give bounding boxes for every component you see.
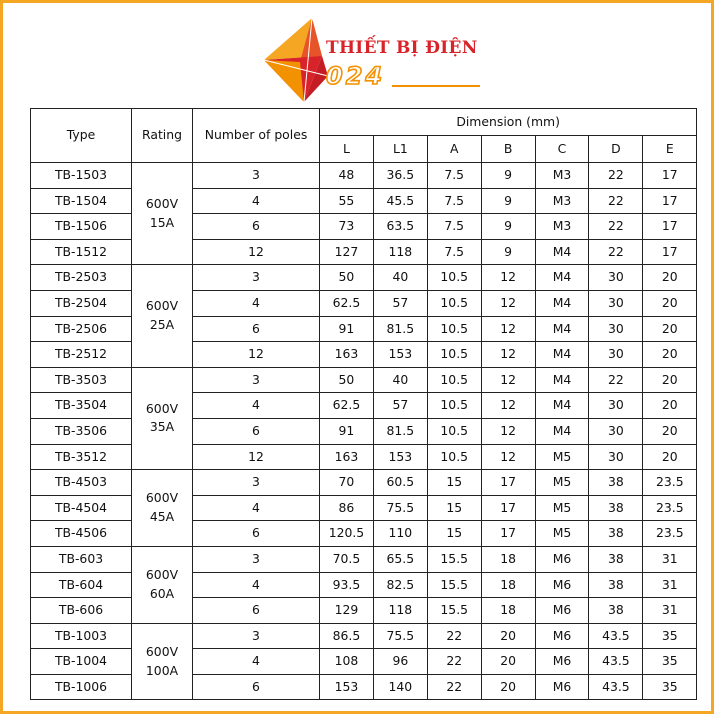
- dim-d-cell: 38: [589, 546, 643, 572]
- dim-l-cell: 86.5: [320, 623, 374, 649]
- dim-l1-cell: 153: [373, 342, 427, 368]
- dim-b-cell: 12: [481, 393, 535, 419]
- dim-a-cell: 15.5: [427, 598, 481, 624]
- dim-e-cell: 17: [643, 188, 697, 214]
- poles-cell: 6: [193, 521, 320, 547]
- dim-d-cell: 22: [589, 367, 643, 393]
- dim-d-cell: 43.5: [589, 649, 643, 675]
- type-cell: TB-2503: [31, 265, 132, 291]
- dim-l1-cell: 40: [373, 367, 427, 393]
- table-row: [31, 495, 697, 521]
- dim-a-cell: 15.5: [427, 572, 481, 598]
- type-cell: TB-2512: [31, 342, 132, 368]
- rating-cell: [132, 163, 193, 265]
- dim-a-cell: 15.5: [427, 546, 481, 572]
- header-dim-e: E: [643, 136, 697, 163]
- dim-l1-cell: 75.5: [373, 495, 427, 521]
- table-row: [31, 188, 697, 214]
- dim-d-cell: 22: [589, 163, 643, 189]
- dim-b-cell: 12: [481, 342, 535, 368]
- rating-cell: [132, 265, 193, 367]
- star-burst-icon: [262, 16, 332, 108]
- dim-e-cell: 23.5: [643, 495, 697, 521]
- dim-e-cell: 20: [643, 290, 697, 316]
- dim-c-cell: M4: [535, 393, 589, 419]
- table-row: [31, 470, 697, 496]
- type-cell: TB-3512: [31, 444, 132, 470]
- dim-b-cell: 18: [481, 598, 535, 624]
- dim-a-cell: 22: [427, 649, 481, 675]
- type-cell: TB-1512: [31, 239, 132, 265]
- dim-c-cell: M4: [535, 316, 589, 342]
- poles-cell: 3: [193, 546, 320, 572]
- dim-d-cell: 30: [589, 265, 643, 291]
- dim-e-cell: 20: [643, 265, 697, 291]
- dim-a-cell: 7.5: [427, 214, 481, 240]
- header-dimension: Dimension (mm): [320, 109, 697, 136]
- brand-underline: [392, 85, 480, 87]
- dim-l1-cell: 118: [373, 239, 427, 265]
- dim-a-cell: 10.5: [427, 316, 481, 342]
- type-cell: TB-1503: [31, 163, 132, 189]
- dim-d-cell: 30: [589, 393, 643, 419]
- dim-d-cell: 22: [589, 188, 643, 214]
- dim-b-cell: 17: [481, 470, 535, 496]
- dim-c-cell: M6: [535, 623, 589, 649]
- dim-c-cell: M5: [535, 444, 589, 470]
- type-cell: TB-606: [31, 598, 132, 624]
- dim-b-cell: 12: [481, 444, 535, 470]
- dim-e-cell: 31: [643, 572, 697, 598]
- rating-voltage: 600V: [145, 298, 179, 314]
- dim-b-cell: 9: [481, 163, 535, 189]
- dim-l-cell: 127: [320, 239, 374, 265]
- dim-d-cell: 38: [589, 598, 643, 624]
- rating-current: 60A: [149, 585, 175, 601]
- rating-cell: [132, 470, 193, 547]
- dim-c-cell: M4: [535, 265, 589, 291]
- dim-b-cell: 12: [481, 265, 535, 291]
- rating-voltage: 600V: [145, 567, 179, 583]
- dim-b-cell: 12: [481, 290, 535, 316]
- table-row: [31, 521, 697, 547]
- terminal-block-spec-table: [30, 108, 697, 700]
- dim-l1-cell: 45.5: [373, 188, 427, 214]
- table-row: [31, 290, 697, 316]
- table-row: [31, 546, 697, 572]
- brand-number: 024: [326, 62, 386, 90]
- rating-cell: [132, 367, 193, 469]
- header-type: Type: [31, 109, 132, 163]
- rating-voltage: 600V: [145, 490, 179, 506]
- dim-l-cell: 129: [320, 598, 374, 624]
- dim-a-cell: 10.5: [427, 290, 481, 316]
- type-cell: TB-4503: [31, 470, 132, 496]
- dim-d-cell: 30: [589, 316, 643, 342]
- dim-e-cell: 35: [643, 649, 697, 675]
- dim-b-cell: 20: [481, 674, 535, 700]
- dim-a-cell: 7.5: [427, 239, 481, 265]
- dim-c-cell: M4: [535, 418, 589, 444]
- dim-d-cell: 30: [589, 342, 643, 368]
- table-row: [31, 649, 697, 675]
- dim-d-cell: 43.5: [589, 674, 643, 700]
- type-cell: TB-1004: [31, 649, 132, 675]
- poles-cell: 4: [193, 572, 320, 598]
- header-dim-a: A: [427, 136, 481, 163]
- dim-e-cell: 17: [643, 163, 697, 189]
- rating-cell: [132, 623, 193, 700]
- poles-cell: 12: [193, 444, 320, 470]
- header-dim-d: D: [589, 136, 643, 163]
- type-cell: TB-3503: [31, 367, 132, 393]
- poles-cell: 6: [193, 674, 320, 700]
- dim-c-cell: M3: [535, 188, 589, 214]
- dim-b-cell: 18: [481, 572, 535, 598]
- dim-a-cell: 22: [427, 674, 481, 700]
- dim-l-cell: 163: [320, 444, 374, 470]
- dim-d-cell: 43.5: [589, 623, 643, 649]
- dim-e-cell: 17: [643, 239, 697, 265]
- dim-a-cell: 7.5: [427, 188, 481, 214]
- dim-l-cell: 50: [320, 367, 374, 393]
- poles-cell: 4: [193, 393, 320, 419]
- dim-l1-cell: 153: [373, 444, 427, 470]
- dim-a-cell: 10.5: [427, 444, 481, 470]
- poles-cell: 3: [193, 470, 320, 496]
- dim-e-cell: 35: [643, 674, 697, 700]
- dim-c-cell: M4: [535, 342, 589, 368]
- dim-b-cell: 9: [481, 214, 535, 240]
- table-row: [31, 598, 697, 624]
- type-cell: TB-3504: [31, 393, 132, 419]
- dim-b-cell: 12: [481, 418, 535, 444]
- type-cell: TB-604: [31, 572, 132, 598]
- table-row: [31, 342, 697, 368]
- poles-cell: 4: [193, 649, 320, 675]
- dim-a-cell: 15: [427, 521, 481, 547]
- rating-voltage: 600V: [145, 196, 179, 212]
- dim-d-cell: 30: [589, 444, 643, 470]
- table-body: [31, 163, 697, 700]
- dim-c-cell: M6: [535, 572, 589, 598]
- dim-e-cell: 20: [643, 444, 697, 470]
- dim-d-cell: 38: [589, 521, 643, 547]
- table-row: [31, 163, 697, 189]
- rating-current: 100A: [145, 662, 179, 678]
- dim-l1-cell: 36.5: [373, 163, 427, 189]
- dim-l1-cell: 65.5: [373, 546, 427, 572]
- type-cell: TB-2504: [31, 290, 132, 316]
- type-cell: TB-1504: [31, 188, 132, 214]
- table-header: [31, 109, 697, 163]
- dim-a-cell: 15: [427, 495, 481, 521]
- dim-l-cell: 163: [320, 342, 374, 368]
- dim-d-cell: 30: [589, 418, 643, 444]
- dim-e-cell: 23.5: [643, 521, 697, 547]
- dim-l-cell: 93.5: [320, 572, 374, 598]
- dim-a-cell: 15: [427, 470, 481, 496]
- dim-l1-cell: 57: [373, 393, 427, 419]
- poles-cell: 6: [193, 316, 320, 342]
- header-dim-b: B: [481, 136, 535, 163]
- brand-logo: [262, 16, 492, 108]
- dim-d-cell: 38: [589, 470, 643, 496]
- dim-l1-cell: 81.5: [373, 418, 427, 444]
- dim-c-cell: M4: [535, 290, 589, 316]
- header-dim-c: C: [535, 136, 589, 163]
- table-row: [31, 214, 697, 240]
- dim-l1-cell: 63.5: [373, 214, 427, 240]
- poles-cell: 4: [193, 188, 320, 214]
- type-cell: TB-4504: [31, 495, 132, 521]
- dim-d-cell: 30: [589, 290, 643, 316]
- dim-a-cell: 7.5: [427, 163, 481, 189]
- poles-cell: 12: [193, 342, 320, 368]
- dim-l1-cell: 75.5: [373, 623, 427, 649]
- dim-e-cell: 20: [643, 342, 697, 368]
- dim-l-cell: 48: [320, 163, 374, 189]
- dim-c-cell: M4: [535, 367, 589, 393]
- dim-l-cell: 70.5: [320, 546, 374, 572]
- rating-cell: [132, 546, 193, 623]
- dim-b-cell: 17: [481, 495, 535, 521]
- rating-voltage: 600V: [145, 400, 179, 416]
- dim-l-cell: 50: [320, 265, 374, 291]
- table-row: [31, 265, 697, 291]
- rating-current: 35A: [149, 419, 175, 435]
- dim-l-cell: 62.5: [320, 290, 374, 316]
- dim-c-cell: M3: [535, 163, 589, 189]
- dim-d-cell: 38: [589, 495, 643, 521]
- dim-l1-cell: 140: [373, 674, 427, 700]
- type-cell: TB-1003: [31, 623, 132, 649]
- poles-cell: 6: [193, 598, 320, 624]
- table-row: [31, 444, 697, 470]
- dim-l1-cell: 81.5: [373, 316, 427, 342]
- dim-l1-cell: 60.5: [373, 470, 427, 496]
- poles-cell: 4: [193, 290, 320, 316]
- table-row: [31, 367, 697, 393]
- type-cell: TB-1006: [31, 674, 132, 700]
- dim-l-cell: 153: [320, 674, 374, 700]
- dim-l1-cell: 57: [373, 290, 427, 316]
- poles-cell: 4: [193, 495, 320, 521]
- table-row: [31, 418, 697, 444]
- poles-cell: 3: [193, 265, 320, 291]
- dim-a-cell: 10.5: [427, 265, 481, 291]
- dim-l-cell: 108: [320, 649, 374, 675]
- dim-e-cell: 31: [643, 598, 697, 624]
- dim-c-cell: M6: [535, 546, 589, 572]
- header-poles: Number of poles: [193, 109, 320, 163]
- dim-c-cell: M4: [535, 239, 589, 265]
- type-cell: TB-4506: [31, 521, 132, 547]
- poles-cell: 3: [193, 623, 320, 649]
- header-dim-l: L: [320, 136, 374, 163]
- dim-l1-cell: 110: [373, 521, 427, 547]
- dim-c-cell: M3: [535, 214, 589, 240]
- dim-c-cell: M6: [535, 674, 589, 700]
- poles-cell: 3: [193, 367, 320, 393]
- dim-b-cell: 9: [481, 239, 535, 265]
- dim-l1-cell: 82.5: [373, 572, 427, 598]
- dim-l-cell: 91: [320, 316, 374, 342]
- table-row: [31, 239, 697, 265]
- dim-a-cell: 22: [427, 623, 481, 649]
- dim-e-cell: 20: [643, 393, 697, 419]
- dim-l1-cell: 118: [373, 598, 427, 624]
- dim-l-cell: 86: [320, 495, 374, 521]
- dim-c-cell: M5: [535, 470, 589, 496]
- dim-e-cell: 17: [643, 214, 697, 240]
- dim-a-cell: 10.5: [427, 367, 481, 393]
- dim-b-cell: 9: [481, 188, 535, 214]
- poles-cell: 6: [193, 418, 320, 444]
- type-cell: TB-3506: [31, 418, 132, 444]
- dim-a-cell: 10.5: [427, 393, 481, 419]
- dim-d-cell: 38: [589, 572, 643, 598]
- dim-b-cell: 12: [481, 316, 535, 342]
- rating-voltage: 600V: [145, 643, 179, 659]
- poles-cell: 3: [193, 163, 320, 189]
- dim-c-cell: M5: [535, 495, 589, 521]
- dim-e-cell: 20: [643, 367, 697, 393]
- dim-l-cell: 62.5: [320, 393, 374, 419]
- dim-l-cell: 91: [320, 418, 374, 444]
- dim-a-cell: 10.5: [427, 342, 481, 368]
- dim-b-cell: 12: [481, 367, 535, 393]
- header-rating: Rating: [132, 109, 193, 163]
- rating-current: 25A: [149, 317, 175, 333]
- dim-c-cell: M6: [535, 649, 589, 675]
- table-row: [31, 674, 697, 700]
- dim-e-cell: 20: [643, 316, 697, 342]
- dim-d-cell: 22: [589, 214, 643, 240]
- dim-l-cell: 120.5: [320, 521, 374, 547]
- dim-c-cell: M5: [535, 521, 589, 547]
- dim-l1-cell: 96: [373, 649, 427, 675]
- dim-c-cell: M6: [535, 598, 589, 624]
- dim-l-cell: 73: [320, 214, 374, 240]
- poles-cell: 6: [193, 214, 320, 240]
- dim-e-cell: 35: [643, 623, 697, 649]
- dim-l-cell: 55: [320, 188, 374, 214]
- dim-a-cell: 10.5: [427, 418, 481, 444]
- dim-b-cell: 20: [481, 623, 535, 649]
- brand-name: THIẾT BỊ ĐIỆN: [326, 38, 478, 58]
- type-cell: TB-1506: [31, 214, 132, 240]
- rating-current: 15A: [149, 214, 175, 230]
- table-row: [31, 393, 697, 419]
- dim-e-cell: 20: [643, 418, 697, 444]
- type-cell: TB-603: [31, 546, 132, 572]
- dim-l1-cell: 40: [373, 265, 427, 291]
- poles-cell: 12: [193, 239, 320, 265]
- dim-b-cell: 18: [481, 546, 535, 572]
- dim-b-cell: 17: [481, 521, 535, 547]
- dim-e-cell: 23.5: [643, 470, 697, 496]
- table-row: [31, 623, 697, 649]
- type-cell: TB-2506: [31, 316, 132, 342]
- table-row: [31, 572, 697, 598]
- dim-l-cell: 70: [320, 470, 374, 496]
- dim-e-cell: 31: [643, 546, 697, 572]
- table-row: [31, 316, 697, 342]
- dim-d-cell: 22: [589, 239, 643, 265]
- header-dim-l1: L1: [373, 136, 427, 163]
- dim-b-cell: 20: [481, 649, 535, 675]
- rating-current: 45A: [149, 509, 175, 525]
